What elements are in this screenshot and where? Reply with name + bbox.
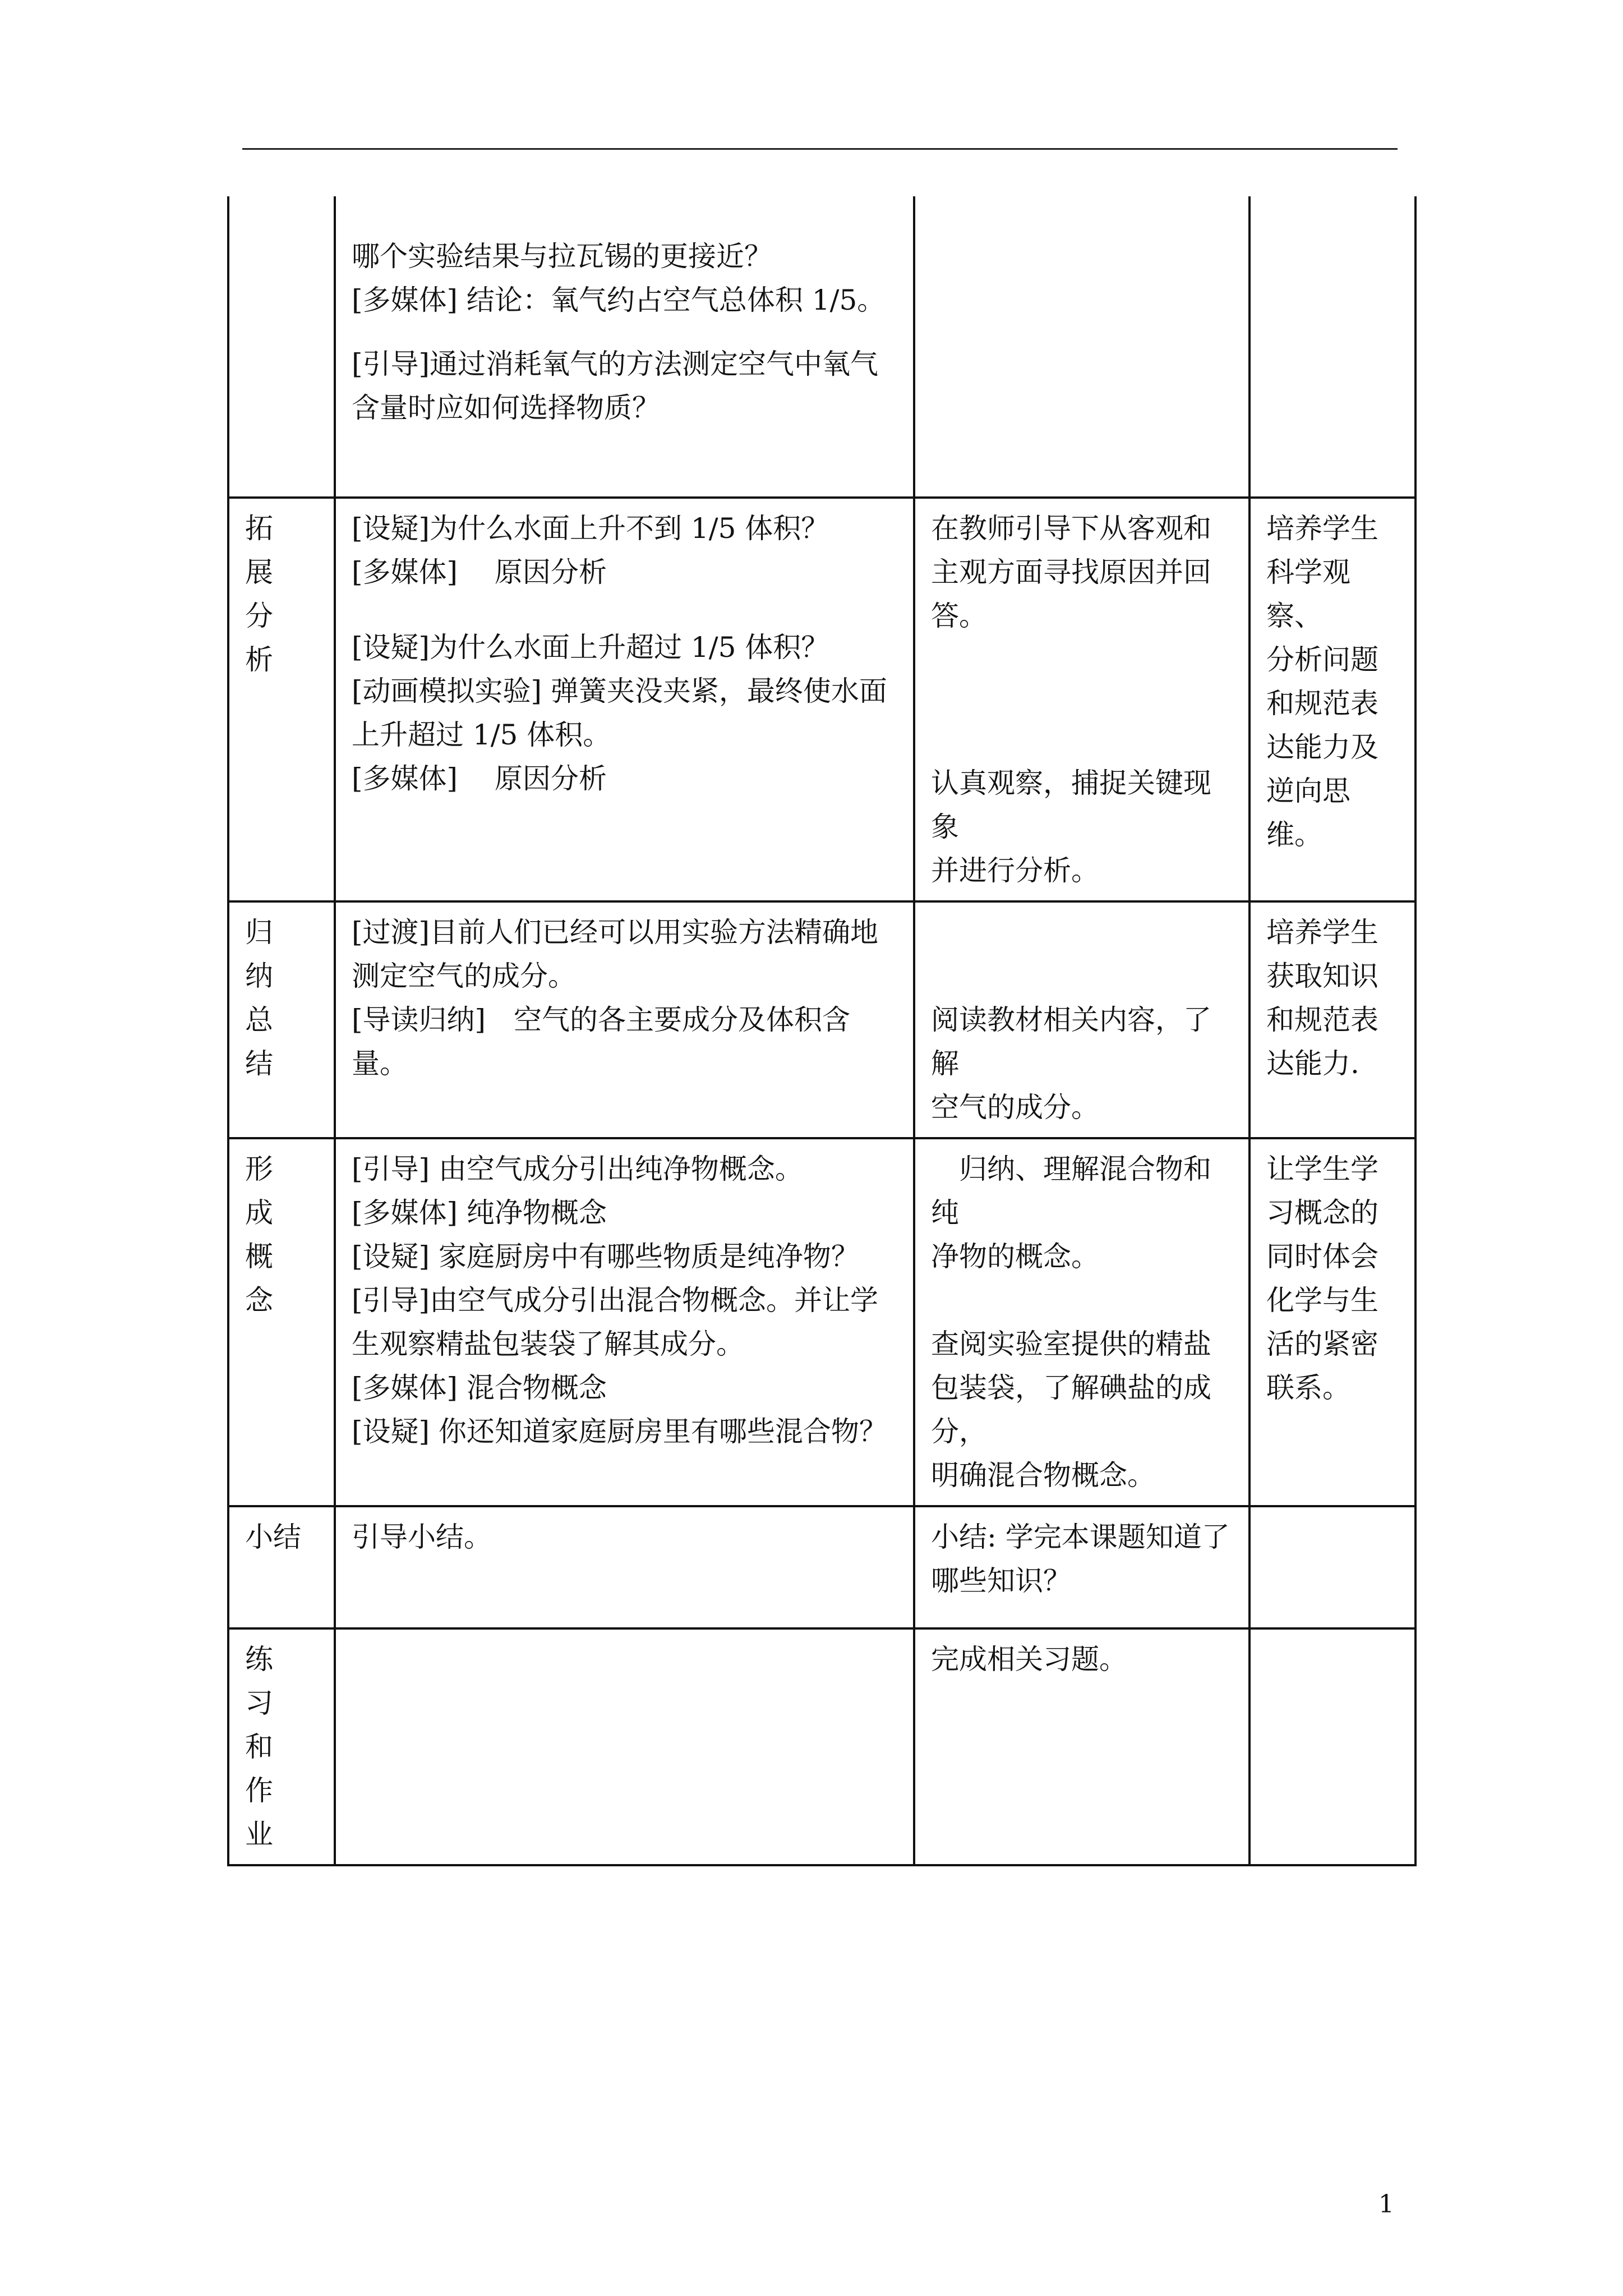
text-line: 培养学生 — [1266, 512, 1378, 545]
text-line: 并进行分析。 — [931, 854, 1099, 887]
teacher-activity-cell — [335, 1138, 914, 1506]
text-line: [设疑]为什么水面上升不到 1/5 体积？ — [352, 512, 829, 545]
stage-char: 析 — [245, 643, 273, 676]
stage-char: 总 — [245, 1004, 273, 1036]
teacher-activity-cell — [335, 1506, 914, 1628]
teacher-activity-cell — [335, 1628, 914, 1865]
stage-label: 业 — [245, 1818, 273, 1851]
text-line: [多媒体] 结论：氧气约占空气总体积 1/5。 — [352, 284, 886, 316]
stage-char: 结 — [245, 1047, 273, 1080]
text-line: [引导]由空气成分引出混合物概念。并让学 — [352, 1284, 879, 1317]
text-line: 净物的概念。 — [931, 1240, 1099, 1273]
stage-cell — [228, 901, 335, 1138]
text-line: 含量时应如何选择物质？ — [352, 392, 660, 424]
table-row — [228, 196, 1415, 498]
table-row — [228, 498, 1415, 901]
stage-label: 小结 — [245, 1521, 301, 1553]
stage-cell — [228, 1628, 335, 1865]
text-line: 归纳、理解混合物和纯 — [931, 1153, 1211, 1229]
design-purpose-cell — [1249, 196, 1415, 498]
stage-char: 概 — [245, 1240, 273, 1273]
teacher-activity-cell — [335, 901, 914, 1138]
student-activity-cell — [914, 1138, 1249, 1506]
student-activity-cell — [914, 498, 1249, 901]
text-line: 认真观察，捕捉关键现象 — [931, 767, 1211, 843]
text-line: 活的紧密 — [1266, 1328, 1378, 1360]
table-row — [228, 1628, 1415, 1865]
text-line: [多媒体] 混合物概念 — [352, 1372, 607, 1404]
stage-cell — [228, 196, 335, 498]
design-purpose-cell — [1249, 1138, 1415, 1506]
text-line: [多媒体] 原因分析 — [352, 762, 607, 795]
text-line: 阅读教材相关内容，了解 — [931, 1004, 1211, 1080]
text-line: 哪个实验结果与拉瓦锡的更接近？ — [352, 240, 772, 273]
text-line: 在教师引导下从客观和 — [931, 512, 1211, 545]
text-line: 生观察精盐包装袋了解其成分。 — [352, 1328, 744, 1360]
text-line: [设疑] 你还知道家庭厨房里有哪些混合物？ — [352, 1415, 887, 1448]
student-activity-cell — [914, 196, 1249, 498]
stage-cell — [228, 498, 335, 901]
text-line: 哪些知识？ — [931, 1565, 1071, 1597]
text-line: 让学生学 — [1266, 1153, 1378, 1185]
text-line: 明确混合物概念。 — [931, 1459, 1155, 1492]
text-line: 同时体会 — [1266, 1240, 1378, 1273]
text-line: 小结: 学完本课题知道了 — [931, 1521, 1230, 1553]
teacher-activity-cell — [335, 498, 914, 901]
stage-char: 念 — [245, 1284, 273, 1317]
text-line: 达能力及 — [1266, 731, 1378, 763]
text-line: [导读归纳] 空气的各主要成分及体积含量。 — [352, 1004, 851, 1080]
text-line: 答。 — [931, 600, 987, 632]
design-purpose-cell — [1249, 901, 1415, 1138]
stage-cell — [228, 1138, 335, 1506]
text-line: 上升超过 1/5 体积。 — [352, 719, 611, 751]
text-line: [引导]通过消耗氧气的方法测定空气中氧气 — [352, 348, 879, 380]
stage-char: 展 — [245, 556, 273, 588]
text-line: [多媒体] 原因分析 — [352, 556, 607, 588]
text-line: 逆向思维。 — [1266, 775, 1350, 851]
text-line: 和规范表 — [1266, 1004, 1378, 1036]
design-purpose-cell — [1249, 1628, 1415, 1865]
table-row — [228, 901, 1415, 1138]
text-line: [设疑] 家庭厨房中有哪些物质是纯净物？ — [352, 1240, 859, 1273]
text-line: 联系。 — [1266, 1372, 1350, 1404]
stage-char: 形 — [245, 1153, 273, 1185]
text-line: 化学与生 — [1266, 1284, 1378, 1317]
text-line: 科学观察、 — [1266, 556, 1350, 632]
lesson-plan-table — [227, 196, 1417, 1866]
design-purpose-cell — [1249, 1506, 1415, 1628]
text-line: 培养学生 — [1266, 916, 1378, 949]
student-activity-cell — [914, 1628, 1249, 1865]
text-line: 获取知识 — [1266, 960, 1378, 992]
text-line: 分析问题 — [1266, 643, 1378, 676]
student-activity-cell — [914, 1506, 1249, 1628]
teacher-activity-cell — [335, 196, 914, 498]
text-line: 完成相关习题。 — [931, 1643, 1127, 1676]
text-line: [设疑]为什么水面上升超过 1/5 体积？ — [352, 631, 829, 664]
text-line: [动画模拟实验] 弹簧夹没夹紧，最终使水面 — [352, 675, 887, 707]
header-rule — [242, 148, 1398, 150]
stage-label: 练 习 — [245, 1643, 301, 1719]
text-line: [引导] 由空气成分引出纯净物概念。 — [352, 1153, 803, 1185]
text-line: 主观方面寻找原因并回 — [931, 556, 1211, 588]
text-line: 引导小结。 — [352, 1521, 492, 1553]
stage-char: 纳 — [245, 960, 273, 992]
stage-char: 分 — [245, 600, 273, 632]
text-line: 空气的成分。 — [931, 1091, 1099, 1124]
text-line: 习概念的 — [1266, 1197, 1378, 1229]
text-line: 和规范表 — [1266, 687, 1378, 720]
text-line: 达能力. — [1266, 1047, 1359, 1080]
text-line: 包装袋，了解碘盐的成分， — [931, 1372, 1211, 1448]
text-line: [多媒体] 纯净物概念 — [352, 1197, 607, 1229]
table-row — [228, 1506, 1415, 1628]
stage-char: 拓 — [245, 512, 273, 545]
page-number: 1 — [1378, 2190, 1394, 2219]
text-line: 查阅实验室提供的精盐 — [931, 1328, 1211, 1360]
design-purpose-cell — [1249, 498, 1415, 901]
stage-char: 归 — [245, 916, 273, 949]
student-activity-cell — [914, 901, 1249, 1138]
table-row — [228, 1138, 1415, 1506]
text-line: [过渡]目前人们已经可以用实验方法精确地 — [352, 916, 879, 949]
stage-char: 成 — [245, 1197, 273, 1229]
stage-cell — [228, 1506, 335, 1628]
text-line: 测定空气的成分。 — [352, 960, 576, 992]
stage-label: 和 作 — [245, 1731, 301, 1807]
